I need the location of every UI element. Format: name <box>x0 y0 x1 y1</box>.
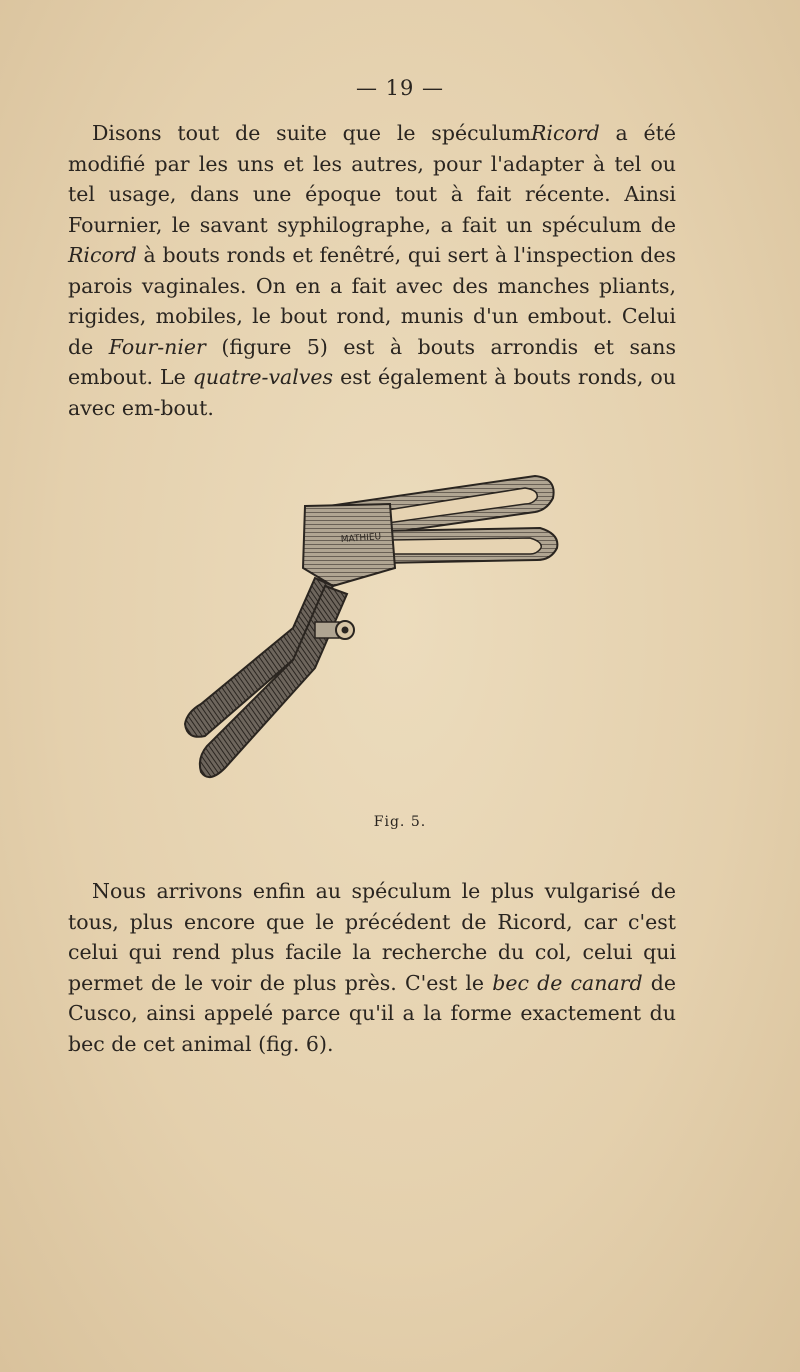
text-run: (figure 5) est à bouts arrondis et sans embout. Le <box>68 334 676 389</box>
text-run: Nous arrivons enfin au spéculum le plus vulgarisé de tous, plus encore que le précédent de Ricord, car c'est celui qui rend plus facile la recherche du col, celui qui permet de le voir de plus près. C'est le <box>68 879 676 995</box>
hinge-block <box>303 504 395 586</box>
maker-engraving: MATHIEU <box>340 532 382 545</box>
text-run: a été modifié par les uns et les autres, pour l'adapter à tel ou tel usage, dans une époque tout à fait récente. Ainsi Fournier, le savant syphilographe, a fait un spéculum de <box>68 121 676 237</box>
italic-run: Four-nier <box>108 334 206 359</box>
thumb-screw <box>315 621 354 639</box>
text-run: Disons tout de suite que le spéculum <box>92 121 531 145</box>
italic-run: Ricord <box>530 121 600 145</box>
speculum-illustration <box>175 468 575 793</box>
paragraph-1 <box>68 118 676 423</box>
italic-run: bec de canard <box>492 970 643 995</box>
paragraph-2 <box>68 876 676 1059</box>
italic-run: quatre-valves <box>192 365 334 389</box>
text-run: est également à bouts ronds, ou avec em-bout. <box>68 365 676 420</box>
text-run: de Cusco, ainsi appelé parce qu'il a la forme exactement du bec de cet animal (fig. 6). <box>68 970 676 1056</box>
italic-run: Ricord <box>68 243 137 267</box>
figure-caption: Fig. 5. <box>373 814 427 830</box>
page-number: — 19 — <box>355 76 445 100</box>
text-run: à bouts ronds et fenêtré, qui sert à l'inspection des parois vaginales. On en a fait avec des manches pliants, rigides, mobiles, le bout rond, munis d'un embout. Celui de <box>68 243 676 359</box>
lower-handle <box>200 586 347 777</box>
